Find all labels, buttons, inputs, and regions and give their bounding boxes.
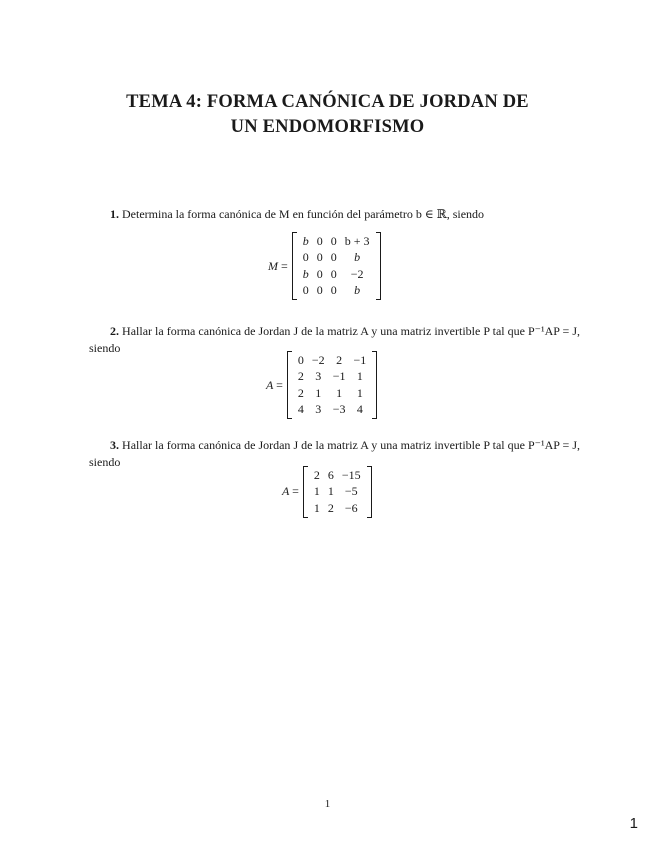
matrix-cell: 2 [313,467,320,482]
matrix [303,466,372,518]
matrix-table [299,233,374,299]
matrix-cell: −2 [311,352,325,367]
matrix-cell: 3 [315,402,322,417]
matrix-cell: 0 [297,352,304,367]
matrix-cell: −1 [332,369,346,384]
exercise-text: Hallar la forma canónica de Jordan J de la matriz A y una matriz invertible P tal que P⁻¹AP = J, siendo [89,324,580,355]
matrix-cell: −3 [332,402,346,417]
matrix-cell: 0 [330,283,337,298]
title-line-1: TEMA 4: FORMA CANÓNICA DE JORDAN DE [126,92,529,112]
viewer-page-number: 1 [629,815,638,832]
matrix-cell: 1 [313,500,320,515]
matrix-table [310,467,365,517]
matrix-cell: 1 [315,385,322,400]
matrix-cell: 0 [330,266,337,281]
matrix-cell: b [302,233,309,248]
matrix-equation-3: A = 2 6 −15 1 1 −5 1 2 −6 [282,466,372,518]
matrix-cell: 0 [316,250,323,265]
exercise-number: 2. [110,324,119,338]
matrix-cell: 0 [330,250,337,265]
matrix-cell: 2 [297,369,304,384]
matrix-equation-1: M = b 0 0 b + 3 0 0 0 b b 0 0 −2 0 0 0 b [268,232,381,300]
page-number: 1 [324,798,331,810]
matrix-cell: 0 [330,233,337,248]
matrix-cell: −6 [344,500,358,515]
matrix-cell: b [354,283,361,298]
matrix-cell: 0 [316,233,323,248]
matrix-cell: b [302,266,309,281]
matrix-cell: −5 [344,484,358,499]
matrix-cell: 2 [297,385,304,400]
matrix [287,351,377,419]
matrix-cell: 2 [336,352,343,367]
matrix-cell: 1 [356,369,363,384]
matrix-equation-2: A = 0 −2 2 −1 2 3 −1 1 2 1 1 1 4 3 −3 4 [266,351,377,419]
matrix-cell: 0 [316,283,323,298]
matrix-cell: 4 [297,402,304,417]
matrix-cell: −15 [341,467,361,482]
matrix-cell: 1 [356,385,363,400]
matrix-cell: b + 3 [344,233,370,248]
matrix-cell: 0 [316,266,323,281]
matrix-cell: 1 [327,484,334,499]
matrix-label: A [282,484,290,499]
matrix-cell: b [354,250,361,265]
matrix-cell: 0 [302,250,309,265]
matrix-cell: 2 [327,500,334,515]
exercise-1 [89,206,580,223]
matrix [292,232,381,300]
matrix-table [294,352,370,418]
matrix-cell: 6 [327,467,334,482]
matrix-cell: 0 [302,283,309,298]
exercise-number: 3. [110,438,119,452]
matrix-label: M [268,258,278,273]
exercise-text: Hallar la forma canónica de Jordan J de la matriz A y una matriz invertible P tal que P⁻¹AP = J, siendo [89,438,580,469]
title-line-2: UN ENDOMORFISMO [230,117,425,137]
matrix-cell: −2 [350,266,364,281]
matrix-cell: 3 [315,369,322,384]
exercise-text: Determina la forma canónica de M en función del parámetro b ∈ ℝ, siendo [122,207,485,221]
matrix-cell: 1 [336,385,343,400]
matrix-cell: −1 [353,352,367,367]
page-title [60,90,595,140]
exercise-number: 1. [110,207,119,221]
matrix-cell: 1 [313,484,320,499]
matrix-label: A [266,377,274,392]
matrix-cell: 4 [356,402,363,417]
